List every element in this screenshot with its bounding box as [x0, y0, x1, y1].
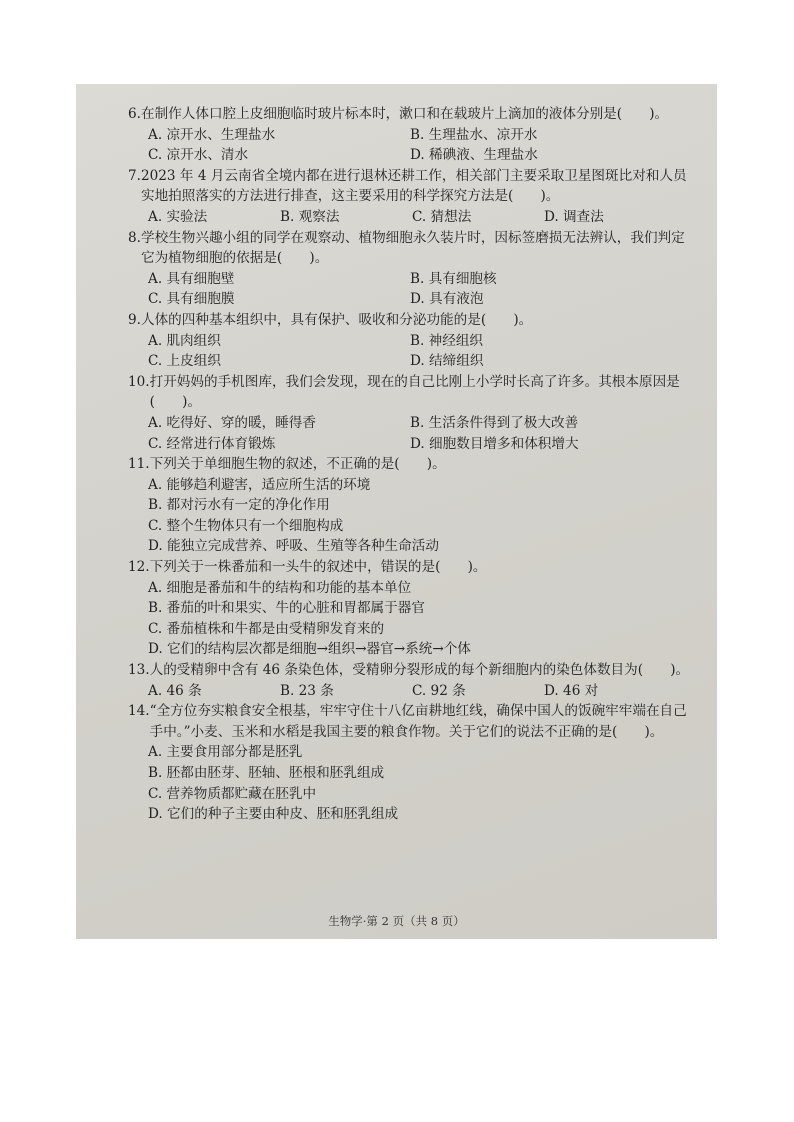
question-text: 2023 年 4 月云南省全境内都在进行退林还耕工作，相关部门主要采取卫星图斑比对和人员实地拍照落实的方法进行排查，这主要采用的科学探究方法是( )。 — [140, 167, 687, 205]
answer-option: A. 细胞是番茄和牛的结构和功能的基本单位 — [148, 579, 412, 596]
question-number: 7. — [128, 167, 141, 184]
question-text: 下列关于一株番茄和一头牛的叙述中，错误的是( )。 — [149, 559, 487, 576]
answer-option: B. 生活条件得到了极大改善 — [410, 414, 579, 431]
question-13 — [128, 660, 693, 701]
option-list — [128, 578, 693, 660]
answer-option: D. 能独立完成营养、呼吸、生殖等各种生命活动 — [148, 538, 439, 555]
question-8 — [128, 228, 693, 310]
answer-option: C. 具有细胞膜 — [148, 291, 235, 308]
answer-option: C. 猜想法 — [412, 208, 472, 225]
question-6 — [128, 104, 693, 166]
answer-option: D. 调查法 — [544, 208, 604, 225]
answer-option: A. 46 条 — [148, 682, 202, 699]
answer-option: C. 营养物质都贮藏在胚乳中 — [148, 785, 317, 802]
answer-option: C. 上皮组织 — [148, 353, 221, 370]
question-stem — [128, 104, 693, 125]
answer-option: A. 吃得好、穿的暖，睡得香 — [148, 414, 316, 431]
answer-option: D. 细胞数目增多和体积增大 — [410, 435, 579, 452]
question-number: 13. — [128, 662, 150, 679]
question-number: 12. — [128, 559, 150, 576]
option-list — [128, 207, 693, 228]
question-text: 人的受精卵中含有 46 条染色体，受精卵分裂形成的每个新细胞内的染色体数目为( )。 — [149, 662, 690, 679]
question-9 — [128, 310, 693, 372]
answer-option: C. 整个生物体只有一个细胞构成 — [148, 517, 344, 534]
answer-option: B. 番茄的叶和果实、牛的心脏和胃都属于器官 — [148, 600, 425, 617]
question-text: 人体的四种基本组织中，具有保护、吸收和分泌功能的是( )。 — [140, 311, 533, 328]
option-list — [128, 742, 693, 824]
question-number: 6. — [128, 106, 141, 122]
question-number: 8. — [128, 229, 141, 246]
question-11 — [128, 454, 693, 557]
answer-option: A. 实验法 — [148, 208, 208, 225]
question-list — [128, 104, 693, 825]
question-number: 10. — [128, 373, 150, 390]
question-12 — [128, 557, 693, 660]
option-list — [128, 125, 693, 166]
answer-option: B. 具有细胞核 — [410, 270, 497, 287]
question-10 — [128, 372, 693, 454]
answer-option: D. 它们的结构层次都是细胞→组织→器官→系统→个体 — [148, 641, 471, 658]
answer-option: B. 生理盐水、凉开水 — [410, 126, 538, 143]
answer-option: A. 肌肉组织 — [148, 332, 221, 349]
answer-option: C. 凉开水、清水 — [148, 147, 249, 164]
question-text: 学校生物兴趣小组的同学在观察动、植物细胞永久装片时，因标签磨损无法辨认，我们判定它为植物细胞的依据是( )。 — [140, 229, 685, 267]
answer-option: B. 神经组织 — [410, 332, 484, 349]
answer-option: C. 番茄植株和牛都是由受精卵发育来的 — [148, 620, 385, 637]
question-stem — [128, 701, 693, 742]
option-list — [128, 475, 693, 557]
question-number: 11. — [128, 456, 150, 473]
question-stem — [128, 557, 693, 578]
answer-option: C. 经常进行体育锻炼 — [148, 435, 276, 452]
question-stem — [128, 310, 693, 331]
answer-option: B. 23 条 — [280, 682, 334, 699]
answer-option: D. 46 对 — [544, 682, 599, 699]
answer-option: D. 结缔组织 — [410, 353, 484, 370]
question-stem — [128, 372, 693, 413]
question-stem — [128, 228, 693, 269]
answer-option: A. 具有细胞壁 — [148, 270, 235, 287]
question-text: 在制作人体口腔上皮细胞临时玻片标本时，漱口和在载玻片上滴加的液体分别是( )。 — [140, 106, 669, 122]
answer-option: B. 胚都由胚芽、胚轴、胚根和胚乳组成 — [148, 765, 385, 781]
page-footer: 生物学·第 2 页（共 8 页） — [328, 914, 465, 928]
option-list — [128, 413, 693, 454]
question-number: 9. — [128, 311, 141, 328]
question-number: 14. — [128, 703, 150, 720]
answer-option: C. 92 条 — [412, 682, 466, 699]
question-stem — [128, 166, 693, 207]
answer-option: D. 它们的种子主要由种皮、胚和胚乳组成 — [148, 806, 399, 823]
answer-option: A. 凉开水、生理盐水 — [148, 126, 276, 143]
question-text: “全方位夯实粮食安全根基，牢牢守住十八亿亩耕地红线，确保中国人的饭碗牢牢端在自己手中。”小麦、玉米和水稻是我国主要的粮食作物。关于它们的说法不正确的是( )。 — [149, 703, 687, 740]
question-stem — [128, 454, 693, 475]
answer-option: B. 都对污水有一定的净化作用 — [148, 497, 330, 514]
question-14 — [128, 701, 693, 825]
question-text: 打开妈妈的手机图库，我们会发现，现在的自己比刚上小学时长高了许多。其根本原因是( )。 — [149, 373, 680, 411]
question-7 — [128, 166, 693, 228]
answer-option: B. 观察法 — [280, 208, 340, 225]
answer-option: A. 主要食用部分都是胚乳 — [148, 744, 303, 761]
question-text: 下列关于单细胞生物的叙述，不正确的是( )。 — [149, 456, 446, 473]
option-list — [128, 681, 693, 702]
question-stem — [128, 660, 693, 681]
scanned-exam-page — [76, 84, 717, 939]
answer-option: D. 稀碘液、生理盐水 — [410, 147, 538, 164]
answer-option: A. 能够趋利避害，适应所生活的环境 — [148, 476, 371, 493]
answer-option: D. 具有液泡 — [410, 291, 484, 308]
option-list — [128, 269, 693, 310]
option-list — [128, 331, 693, 372]
